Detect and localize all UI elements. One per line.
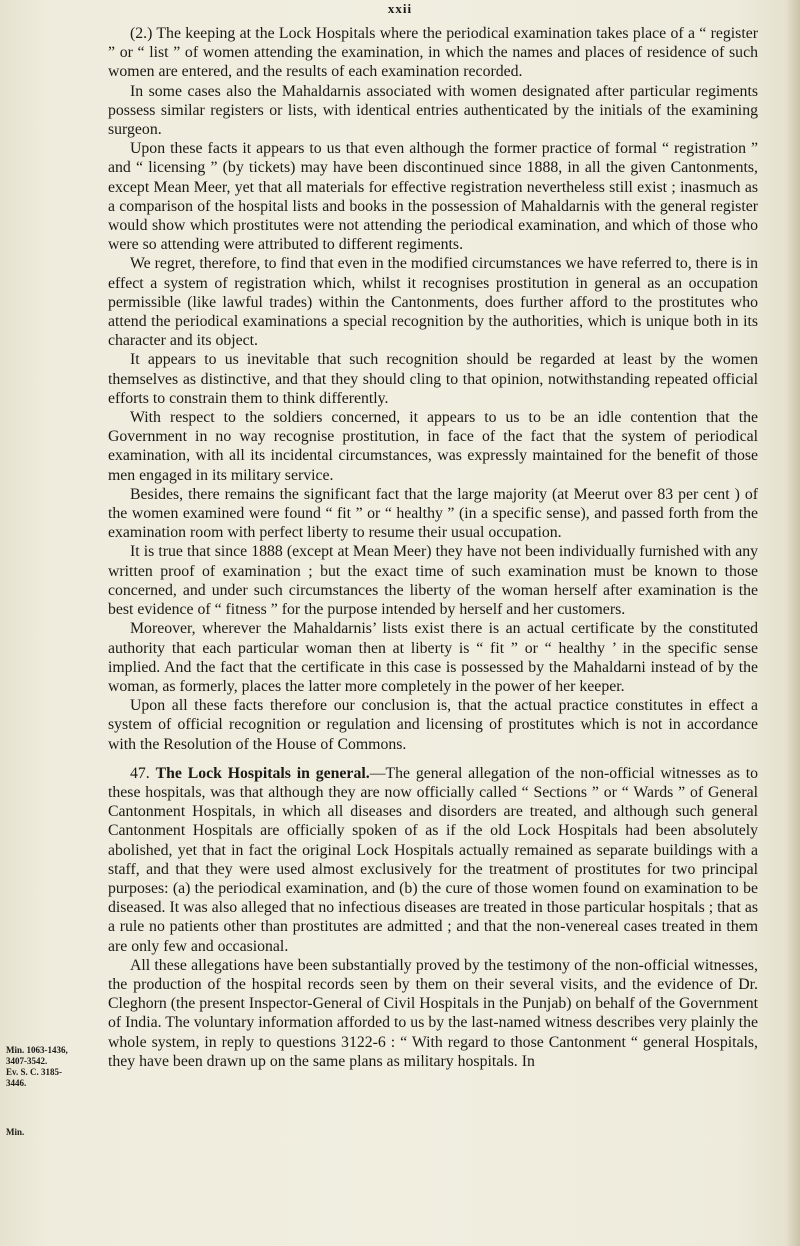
section-text: —The general allegation of the non-official witnesses as to these hospitals, was that although they are now officially called “ Sections ” or “ Wards ” of General Cantonment Hospitals, in which all diseases and disorders are treated, and although such general Cantonment Hospitals are officially spoken of as if the old Lock Hospitals had been absolutely abolished, yet that in fact the original Lock Hospitals actually remained as separate buildings with a staff, and that they were used almost exclusively for the treatment of prostitutes for two principal purposes: (a) the periodical examination, and (b) the cure of those women found on examination to be diseased. It was also alleged that no infectious diseases are treated in those particular hospitals ; that as a rule no patients other than prostitutes are admitted ; and that the non-venereal cases treated in them are only few and occasional. [108,764,758,955]
margin-notes [6,1045,80,1138]
margin-note: 3407-3542. [6,1056,48,1066]
paragraph-moreover: Moreover, wherever the Mahaldarnis’ lists exist there is an actual certificate by the constituted authority that each particular woman then at liberty is “ fit ” or “ healthy ’ in the specific sense implied. And the fact that the certificate in this case is possessed by the Mahaldarni instead of by the woman, as formerly, places the latter more completely in the power of her keeper. [108,620,758,695]
margin-note: Ev. S. C. 3185- [6,1067,63,1077]
margin-note: Min. 1063-1436, [6,1045,68,1055]
section-heading: The Lock Hospitals in general. [155,764,370,782]
paragraph-soldiers: With respect to the soldiers concerned, it appears to us to be an idle contention that the Government in no way recognise prostitution, in face of the fact that the system of periodical examination, with all its incidental circumstances, was expressly maintained for the benefit of those men engaged in its military service. [108,409,758,484]
section-number: 47. [130,764,150,782]
page-edge-shadow [786,0,800,1246]
paragraph-register: (2.) The keeping at the Lock Hospitals where the periodical examination takes place of a “ register ” or “ list ” of women attending the examination, in which the names and places of residence of such women are entered, and the results of each examination recorded. [108,25,758,81]
page-number: xxii [387,1,413,16]
paragraph-mahaldarnis: In some cases also the Mahaldarnis associated with women designated after particular regiments possess similar registers or lists, with identical entries authenticated by the initials of the examining surgeon. [108,82,758,139]
paragraph-inevitable: It appears to us inevitable that such recognition should be regarded at least by the women themselves as distinctive, and that they should cling to that opinion, notwithstanding repeated official efforts to constrain them to think differently. [108,351,758,407]
body-text [108,24,758,1071]
paragraph-meerut: Besides, there remains the significant fact that the large majority (at Meerut over 83 per cent ) of the women examined were found “ fit ” or “ healthy ” (in a specific sense), and passed forth from the examination room with perfect liberty to resume their usual occupation. [108,485,758,542]
margin-note: Min. [6,1127,25,1137]
paragraph-since-1888: It is true that since 1888 (except at Mean Meer) they have not been individually furnished with any written proof of examination ; but the exact time of such examination must be known to those concerned, and under such circumstances the liberty of the woman herself after examination is the best evidence of “ fitness ” for the purpose intended by herself and her customers. [108,543,758,619]
paragraph-registration: Upon these facts it appears to us that even although the former practice of formal “ registration ” and “ licensing ” (by tickets) may have been discontinued since 1888, in all the given Cantonments, except Mean Meer, yet that all materials for effective registration nevertheless still exist ; inasmuch as a comparison of the hospital lists and books in the possession of Mahaldarnis with the general register would show which prostitutes were not attending the periodical examination, and which of those who were so attending were attributed to different regiments. [108,140,758,254]
paragraph-conclusion: Upon all these facts therefore our conclusion is, that the actual practice constitutes in effect a system of official recognition or regulation and licensing of prostitutes which is not in accordance with the Resolution of the House of Commons. [108,697,758,753]
margin-note: 3446. [6,1078,27,1088]
section-47 [108,764,758,956]
paragraph-regret: We regret, therefore, to find that even in the modified circumstances we have referred to, there is in effect a system of registration which, whilst it recognises prostitution in general as an occupation permissible (like lawful trades) within the Cantonments, does further afford to the prostitutes who attend the periodical examinations a special recognition by the authorities, which is unique both in its character and its object. [108,255,758,350]
paragraph-allegations-proved: All these allegations have been substantially proved by the testimony of the non-official witnesses, the production of the hospital records seen by them on their several visits, and the evidence of Dr. Cleghorn (the present Inspector-General of Civil Hospitals in the Punjab) on behalf of the Government of India. The voluntary information afforded to us by the last-named witness describes very plainly the whole system, in reply to questions 3122-6 : “ With regard to those Cantonment “ general Hospitals, they have been drawn up on the same plans as military hospitals. In [108,956,758,1070]
